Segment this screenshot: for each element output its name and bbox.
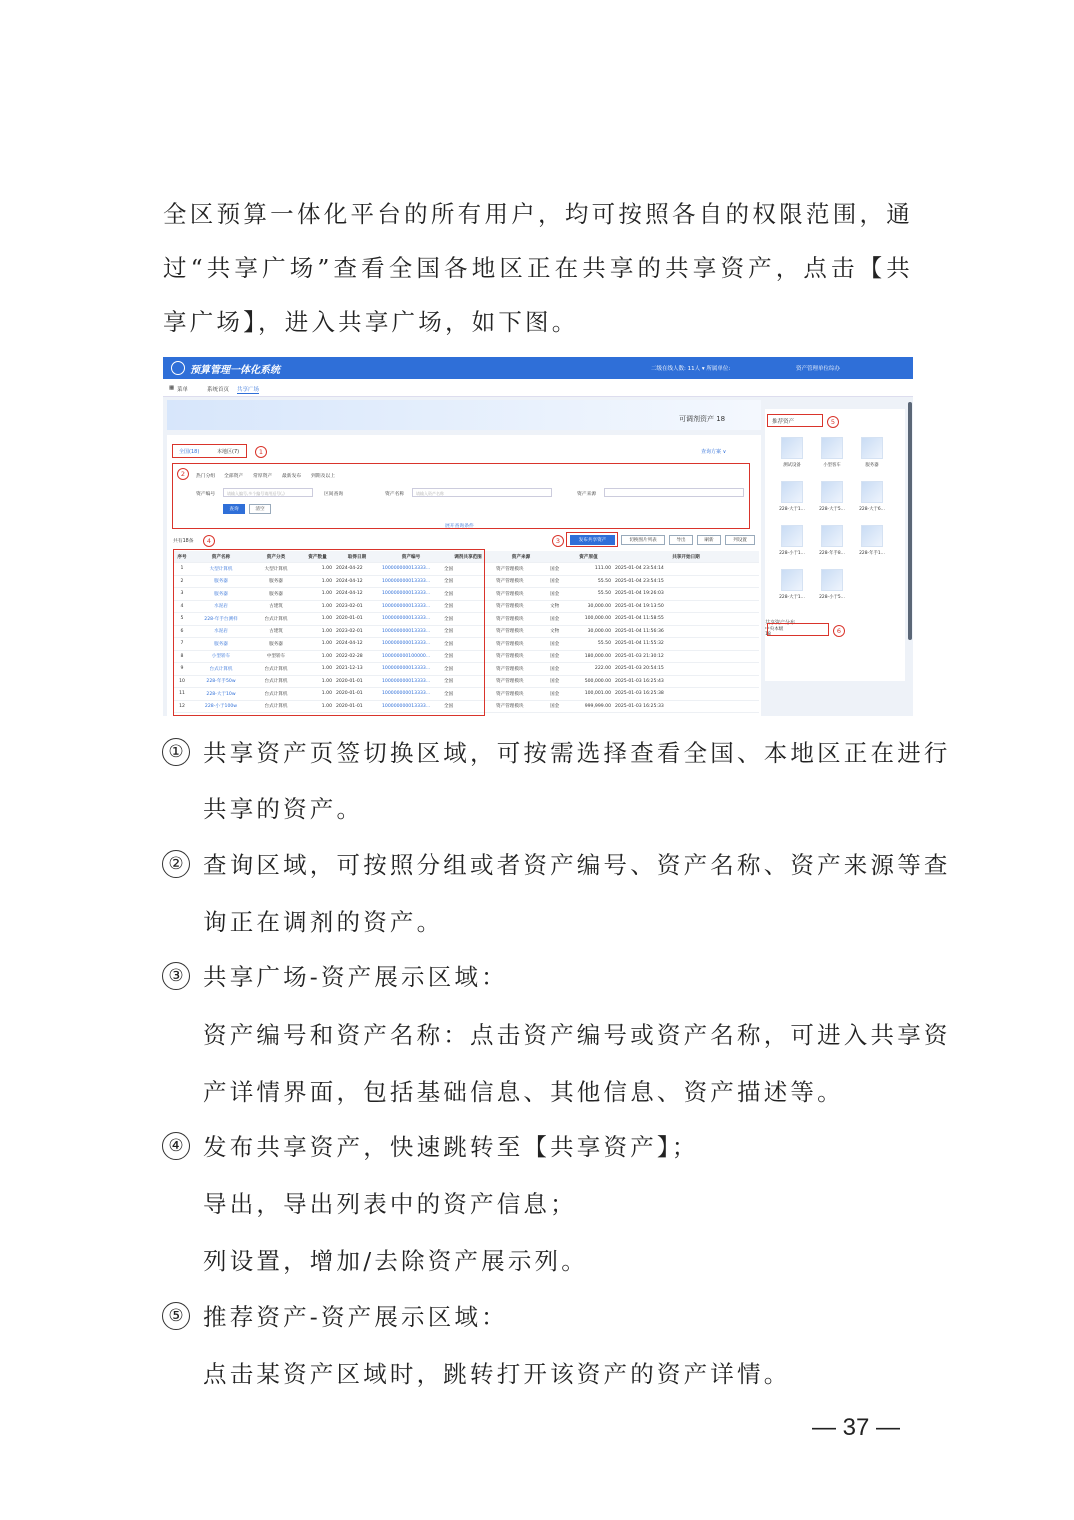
- table-cell: 资产管理模块: [494, 600, 548, 613]
- recommended-thumb[interactable]: [821, 481, 843, 503]
- table-cell: 222.00: [564, 663, 613, 676]
- distribution-title: 共享资产分布: [765, 620, 796, 626]
- item-2-line-2: 询正在调剂的资产。: [203, 908, 444, 936]
- table-cell: 资产管理模块: [494, 700, 548, 713]
- table-cell: 5: [173, 613, 191, 626]
- table-cell: 2020-01-01: [334, 675, 380, 688]
- table-cell: 111.00: [564, 563, 613, 576]
- menu-icon[interactable]: ▦: [169, 385, 175, 391]
- callout-6: 6: [833, 625, 845, 637]
- table-cell: 服务器: [251, 588, 301, 601]
- recommended-label[interactable]: 228-大于6...: [859, 507, 885, 512]
- table-cell: 2025-01-03 20:54:15: [613, 663, 759, 676]
- available-count: 可调剂资产 18: [679, 415, 726, 423]
- table-cell: 500,000.00: [564, 675, 613, 688]
- table-cell: 中型轿车: [251, 650, 301, 663]
- table-cell: 台式计算机: [251, 663, 301, 676]
- tab-all[interactable]: 全国(18): [179, 449, 200, 455]
- table-cell: 国金: [548, 650, 564, 663]
- table-cell: 2025-01-04 19:26:03: [613, 588, 759, 601]
- table-cell: 4: [173, 600, 191, 613]
- table-cell: 全国: [442, 588, 494, 601]
- export-button[interactable]: 导出: [669, 535, 693, 545]
- table-cell: 30,000.00: [564, 600, 613, 613]
- table-cell: 1.00: [301, 613, 334, 626]
- table-cell: 台式计算机: [251, 675, 301, 688]
- table-cell: 2025-01-03 21:30:12: [613, 650, 759, 663]
- table-cell: 100,000.00: [564, 613, 613, 626]
- table-cell: 2024-04-12: [334, 588, 380, 601]
- table-cell: 2022-02-28: [334, 650, 380, 663]
- table-cell: 10: [173, 675, 191, 688]
- table-cell: 100,001.00: [564, 688, 613, 701]
- table-cell: 2025-01-04 19:13:50: [613, 600, 759, 613]
- asset-name-input[interactable]: 请输入资产名称: [412, 488, 552, 497]
- table-cell: 55.50: [564, 588, 613, 601]
- scrollbar[interactable]: [908, 402, 912, 640]
- column-header[interactable]: 资产名称: [191, 551, 251, 563]
- expand-filters-link[interactable]: 展开查询条件: [445, 524, 474, 529]
- query-scheme-link[interactable]: 查询方案 ∨: [701, 449, 727, 455]
- table-cell: 999,999.00: [564, 700, 613, 713]
- recommended-thumb[interactable]: [861, 437, 883, 459]
- asset-name-link[interactable]: 水泥岩: [191, 625, 251, 638]
- table-cell: 资产管理模块: [494, 575, 548, 588]
- asset-no-link[interactable]: 100000000013333...: [380, 600, 442, 613]
- recommended-label[interactable]: 228-年手1...: [859, 551, 885, 556]
- table-cell: 国金: [548, 688, 564, 701]
- recommended-title: 推荐资产: [772, 419, 795, 425]
- table-cell: 古建筑: [251, 625, 301, 638]
- table-cell: 55.50: [564, 638, 613, 651]
- recommended-label[interactable]: 228-年手8...: [819, 551, 845, 556]
- asset-name-link[interactable]: 台式计算机: [191, 663, 251, 676]
- table-cell: 1.00: [301, 650, 334, 663]
- table-cell: 国金: [548, 575, 564, 588]
- recommended-thumb[interactable]: [861, 525, 883, 547]
- table-cell: 1.00: [301, 675, 334, 688]
- recommended-label[interactable]: 228-小于1...: [779, 551, 805, 556]
- column-header[interactable]: 资产来源: [494, 551, 548, 563]
- table-cell: 1.00: [301, 663, 334, 676]
- banner: [167, 400, 761, 430]
- table-cell: 2: [173, 575, 191, 588]
- asset-source-select[interactable]: [604, 488, 744, 497]
- table-cell: 全国: [442, 613, 494, 626]
- table-cell: 2025-01-03 16:25:43: [613, 675, 759, 688]
- table-cell: 台式计算机: [251, 688, 301, 701]
- table-cell: 2025-01-04 11:55:32: [613, 638, 759, 651]
- table-cell: 全国: [442, 600, 494, 613]
- table-cell: 1.00: [301, 588, 334, 601]
- table-cell: 国金: [548, 700, 564, 713]
- page-number: — 37 —: [812, 1414, 901, 1441]
- asset-name-link[interactable]: 服务器: [191, 575, 251, 588]
- item-5-line-1: 推荐资产-资产展示区域：: [203, 1303, 508, 1331]
- table-cell: 国金: [548, 613, 564, 626]
- table-cell: 1.00: [301, 638, 334, 651]
- recommended-label[interactable]: 服务器: [865, 463, 879, 468]
- item-3-number: ③: [162, 962, 190, 990]
- reset-button[interactable]: 清空: [249, 504, 271, 514]
- asset-name-link[interactable]: 服务器: [191, 638, 251, 651]
- recommended-thumb[interactable]: [781, 481, 803, 503]
- asset-name-link[interactable]: 228-年手台测样: [191, 613, 251, 626]
- table-cell: 资产管理模块: [494, 563, 548, 576]
- distribution-count: 18: [765, 632, 771, 637]
- app-title: 预算管理一体化系统: [190, 365, 280, 376]
- asset-name-link[interactable]: 228-年手50w: [191, 675, 251, 688]
- filter-all[interactable]: 全部资产: [224, 474, 244, 479]
- column-header[interactable]: 资产数量: [301, 551, 334, 563]
- app-header: [163, 357, 913, 379]
- table-cell: 1.00: [301, 625, 334, 638]
- table-cell: 2020-01-01: [334, 688, 380, 701]
- table-cell: 资产管理模块: [494, 688, 548, 701]
- table-cell: 大型计算机: [251, 563, 301, 576]
- item-4a-line-1: 导出，导出列表中的资产信息；: [203, 1190, 577, 1218]
- tab-share-square[interactable]: 共享广场: [237, 387, 260, 393]
- table-cell: 2025-01-03 16:25:38: [613, 688, 759, 701]
- table-cell: 2025-01-04 23:54:14: [613, 563, 759, 576]
- item-3a-line-2: 产详情界面，包括基础信息、其他信息、资产描述等。: [203, 1078, 844, 1106]
- table-cell: 资产管理模块: [494, 613, 548, 626]
- asset-no-link[interactable]: 100000000013333...: [380, 688, 442, 701]
- asset-no-link[interactable]: 100000000013333...: [380, 663, 442, 676]
- asset-no-input[interactable]: 请输入编号,多个编号请用逗号(,): [223, 488, 313, 497]
- filter-latest[interactable]: 最新发布: [282, 474, 302, 479]
- column-settings-button[interactable]: 列设置: [725, 535, 755, 545]
- column-header[interactable]: 共享开始日期: [613, 551, 759, 563]
- column-header[interactable]: 调剂共享范围: [442, 551, 494, 563]
- header-unit[interactable]: 资产管理单位综办: [796, 366, 841, 372]
- switch-view-button[interactable]: 切换图片列表: [621, 535, 665, 545]
- table-cell: 8: [173, 650, 191, 663]
- column-header[interactable]: 资产分类: [251, 551, 301, 563]
- table-cell: 2020-01-01: [334, 613, 380, 626]
- recommended-thumb[interactable]: [821, 437, 843, 459]
- table-cell: 30,000.00: [564, 625, 613, 638]
- interval-label[interactable]: 区间查询: [324, 492, 344, 497]
- item-2-line-1: 查询区域，可按照分组或者资产编号、资产名称、资产来源等查: [203, 851, 951, 879]
- table-cell: 全国: [442, 638, 494, 651]
- refresh-button[interactable]: 刷新: [697, 535, 721, 545]
- table-cell: 台式计算机: [251, 700, 301, 713]
- item-3a-line-1: 资产编号和资产名称：点击资产编号或资产名称，可进入共享资: [203, 1021, 951, 1049]
- table-cell: 6: [173, 625, 191, 638]
- asset-name-link[interactable]: 水泥岩: [191, 600, 251, 613]
- tab-local[interactable]: 本地区(7): [217, 449, 240, 455]
- table-cell: 2024-04-12: [334, 638, 380, 651]
- callout-5: 5: [827, 416, 839, 428]
- table-cell: 2025-01-04 11:58:55: [613, 613, 759, 626]
- callout-3: 3: [552, 535, 564, 547]
- item-5-number: ⑤: [162, 1302, 190, 1330]
- item-2-number: ②: [162, 850, 190, 878]
- callout-2: 2: [177, 468, 189, 480]
- asset-no-label: 资产编号: [196, 492, 216, 497]
- asset-no-link[interactable]: 100000000013333...: [380, 588, 442, 601]
- menu-label[interactable]: 菜单: [177, 387, 189, 393]
- table-cell: 全国: [442, 563, 494, 576]
- table-cell: 资产管理模块: [494, 650, 548, 663]
- item-1-line-2: 共享的资产。: [203, 795, 364, 823]
- asset-name-link[interactable]: 大型计算机: [191, 563, 251, 576]
- asset-name-link[interactable]: 服务器: [191, 588, 251, 601]
- recommended-label[interactable]: 228-大于1...: [779, 595, 805, 600]
- table-cell: 1.00: [301, 688, 334, 701]
- tab-bar: [163, 379, 913, 397]
- table-cell: 资产管理模块: [494, 638, 548, 651]
- table-cell: 1.00: [301, 563, 334, 576]
- asset-no-link[interactable]: 100000000013333...: [380, 638, 442, 651]
- table-cell: 2020-01-01: [334, 700, 380, 713]
- item-1-line-1: 共享资产页签切换区域，可按需选择查看全国、本地区正在进行: [203, 739, 951, 767]
- table-cell: 古建筑: [251, 600, 301, 613]
- column-header[interactable]: 取得日期: [334, 551, 380, 563]
- asset-no-link[interactable]: 100000000013333...: [380, 563, 442, 576]
- table-cell: 资产管理模块: [494, 663, 548, 676]
- asset-no-link[interactable]: 100000000013333...: [380, 625, 442, 638]
- recommended-thumb[interactable]: [821, 525, 843, 547]
- callout-6-box: [767, 623, 829, 636]
- search-button[interactable]: 查询: [223, 504, 245, 514]
- distribution-region: 中央本级: [765, 627, 784, 632]
- recommended-thumb[interactable]: [821, 569, 843, 591]
- table-cell: 台式计算机: [251, 613, 301, 626]
- asset-name-link[interactable]: 小型轿车: [191, 650, 251, 663]
- table-cell: 3: [173, 588, 191, 601]
- item-4-line-1: 发布共享资产，快速跳转至【共享资产】；: [203, 1133, 699, 1161]
- table-cell: 文物: [548, 600, 564, 613]
- column-header[interactable]: [548, 551, 564, 563]
- table-cell: 2023-02-01: [334, 625, 380, 638]
- table-cell: 全国: [442, 700, 494, 713]
- table-cell: 国金: [548, 638, 564, 651]
- item-1-number: ①: [162, 738, 190, 766]
- table-cell: 1: [173, 563, 191, 576]
- recommended-thumb[interactable]: [861, 481, 883, 503]
- table-cell: 2024-04-12: [334, 575, 380, 588]
- recommended-label[interactable]: 测试设备: [783, 463, 801, 468]
- callout-1: 1: [255, 446, 267, 458]
- recommended-thumb[interactable]: [781, 569, 803, 591]
- publish-share-button[interactable]: 发布共享资产: [570, 535, 615, 545]
- asset-name-link[interactable]: 228-大于10w: [191, 688, 251, 701]
- column-header[interactable]: 资产原值: [564, 551, 613, 563]
- table-cell: 文物: [548, 625, 564, 638]
- callout-4: 4: [203, 535, 215, 547]
- filter-common[interactable]: 常厚资产: [253, 474, 273, 479]
- table-cell: 180,000.00: [564, 650, 613, 663]
- table-cell: 2025-01-04 23:54:15: [613, 575, 759, 588]
- table-cell: 2023-02-01: [334, 600, 380, 613]
- table-cell: 国金: [548, 588, 564, 601]
- column-header[interactable]: 资产编号: [380, 551, 442, 563]
- total-count: 共有18条: [173, 539, 194, 544]
- table-cell: 全国: [442, 650, 494, 663]
- table-cell: 全国: [442, 625, 494, 638]
- item-4-number: ④: [162, 1132, 190, 1160]
- asset-name-label: 资产名称: [385, 492, 405, 497]
- table-cell: 服务器: [251, 575, 301, 588]
- table-cell: 全国: [442, 663, 494, 676]
- recommended-label[interactable]: 小型客车: [823, 463, 841, 468]
- table-cell: 1.00: [301, 700, 334, 713]
- app-logo: [171, 361, 185, 375]
- item-3-line-1: 共享广场-资产展示区域：: [203, 963, 508, 991]
- asset-no-link[interactable]: 100000000013333...: [380, 675, 442, 688]
- table-cell: 2025-01-04 11:56:36: [613, 625, 759, 638]
- table-cell: 全国: [442, 688, 494, 701]
- column-header[interactable]: 序号: [173, 551, 191, 563]
- filter-expire[interactable]: 到期及以上: [311, 474, 335, 479]
- table-cell: 9: [173, 663, 191, 676]
- recommended-label[interactable]: 228-小于5...: [819, 595, 845, 600]
- recommended-thumb[interactable]: [781, 437, 803, 459]
- asset-no-link[interactable]: 100000000013333...: [380, 613, 442, 626]
- table-cell: 55.50: [564, 575, 613, 588]
- header-info: 二级在线人数: 11人 ▾ 所属单位:: [651, 366, 731, 372]
- asset-no-link[interactable]: 100000000013333...: [380, 575, 442, 588]
- table-cell: 国金: [548, 675, 564, 688]
- table-cell: 1.00: [301, 600, 334, 613]
- distribution-panel: [765, 619, 905, 681]
- recommended-label[interactable]: 228-大于1...: [779, 507, 805, 512]
- table-cell: 2021-12-13: [334, 663, 380, 676]
- tab-home[interactable]: 系统首页: [207, 387, 230, 393]
- item-5a-line-1: 点击某资产区域时，跳转打开该资产的资产详情。: [203, 1360, 791, 1388]
- table-cell: 全国: [442, 675, 494, 688]
- table-cell: 2024-04-22: [334, 563, 380, 576]
- table-cell: 国金: [548, 563, 564, 576]
- asset-name-link[interactable]: 228-小于100w: [191, 700, 251, 713]
- table-cell: 服务器: [251, 638, 301, 651]
- asset-no-link[interactable]: 100000000013333...: [380, 700, 442, 713]
- recommended-label[interactable]: 228-大于5...: [819, 507, 845, 512]
- intro-paragraph: 全区预算一体化平台的所有用户，均可按照各自的权限范围，通过“共享广场”查看全国各地区正在共享的共享资产，点击【共享广场】，进入共享广场，如下图。: [163, 200, 913, 336]
- table-cell: 全国: [442, 575, 494, 588]
- table-cell: 11: [173, 688, 191, 701]
- table-cell: 资产管理模块: [494, 675, 548, 688]
- table-cell: 国金: [548, 663, 564, 676]
- table-cell: 资产管理模块: [494, 588, 548, 601]
- system-screenshot: [163, 357, 913, 716]
- asset-source-label: 资产来源: [577, 492, 597, 497]
- table-cell: 12: [173, 700, 191, 713]
- item-4b-line-1: 列设置，增加/去除资产展示列。: [203, 1247, 588, 1275]
- table-cell: 2025-01-03 16:25:33: [613, 700, 759, 713]
- callout-table-box: [173, 549, 485, 716]
- asset-no-link[interactable]: 100000000100000...: [380, 650, 442, 663]
- table-cell: 资产管理模块: [494, 625, 548, 638]
- table-cell: 7: [173, 638, 191, 651]
- filter-hot[interactable]: 热门分组: [196, 474, 216, 479]
- table-cell: 1.00: [301, 575, 334, 588]
- recommended-thumb[interactable]: [781, 525, 803, 547]
